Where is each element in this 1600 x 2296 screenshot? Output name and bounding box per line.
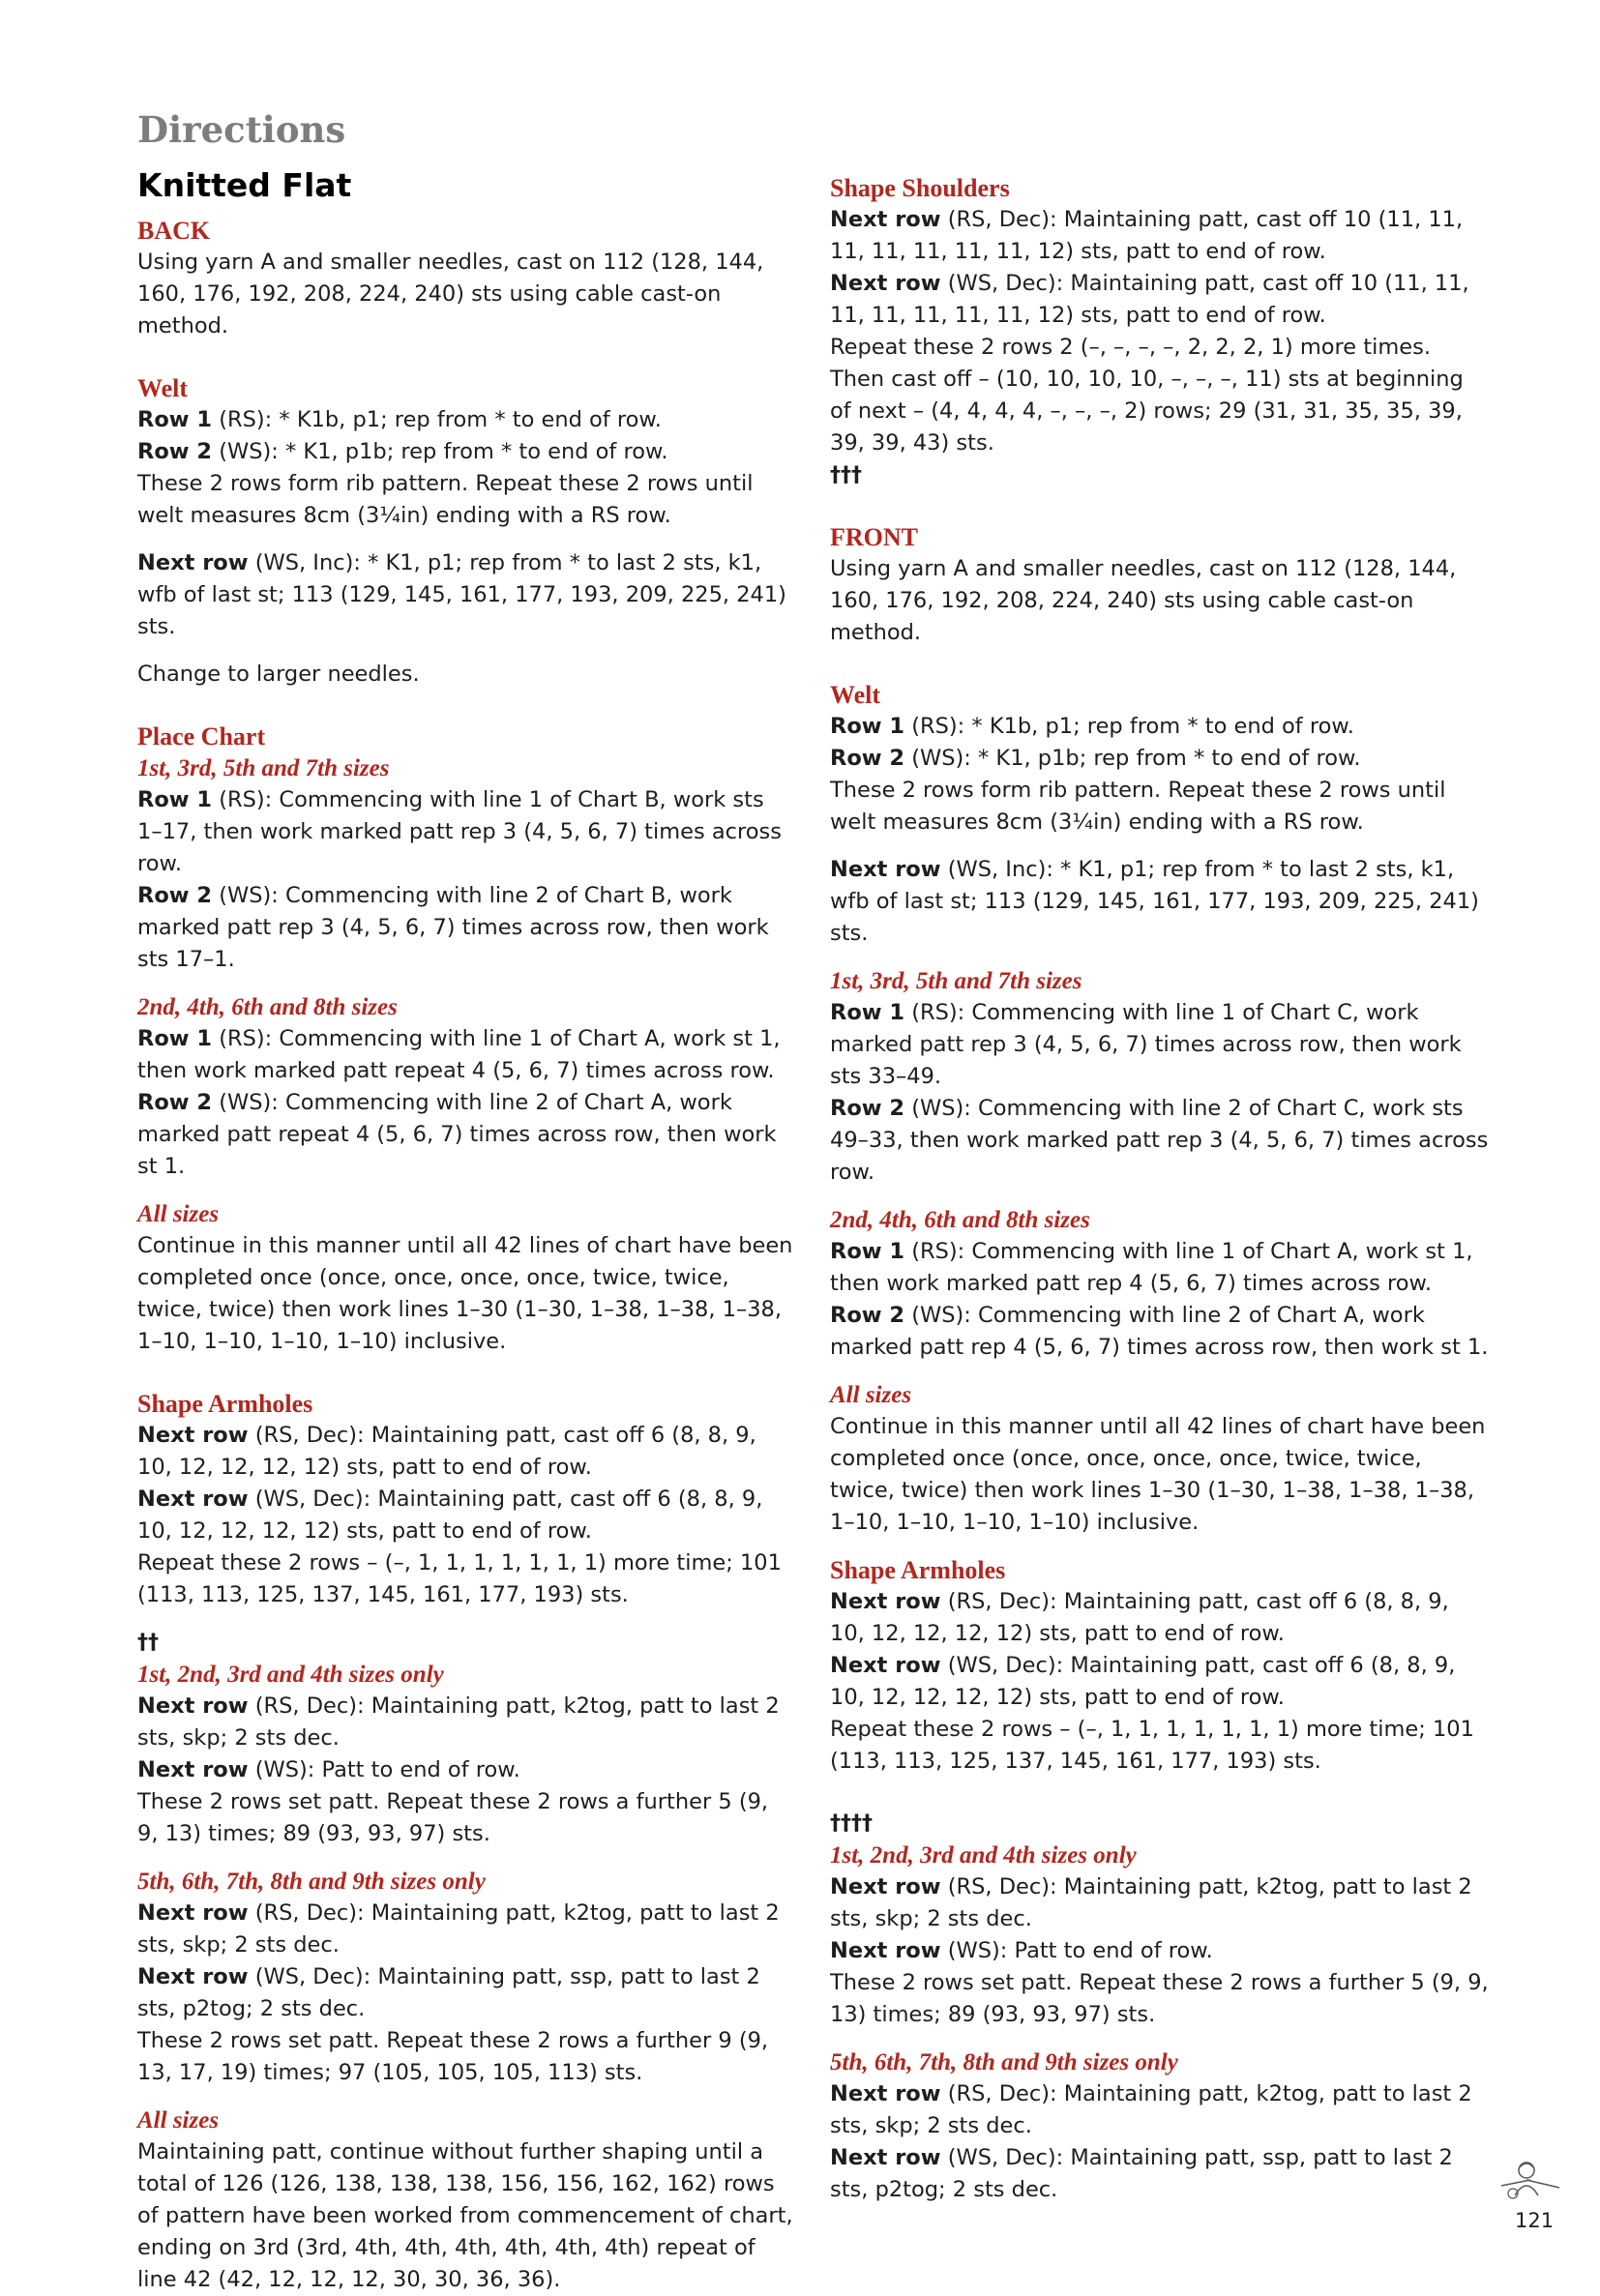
chart-row-1: Row 1 (RS): Commencing with line 1 of Chart A, work st 1, then work marked patt rep 4 (5, 6, 7) times across row. — [830, 1239, 1473, 1296]
all-sizes-text: Continue in this manner until all 42 lines of chart have been completed once (once, once, once, once, twice, twice, twice, twice) then work lines 1–30 (1–30, 1–38, 1–38, 1–38, 1–10, 1–10, 1–10, 1–10) inclusive. — [137, 1233, 793, 1354]
shoulder-repeat-text: Repeat these 2 rows 2 (–, –, –, –, 2, 2, 2, 1) more times. Then cast off – (10, 10, 10, 10, –, –, –, 11) sts at beginning of next – (4, 4, 4, 4, –, –, –, 2) rows; 29 (31, 31, 35, 35, 39, 39, 39, 43) sts. — [830, 335, 1464, 456]
welt-row-1: Row 1 (RS): * K1b, p1; rep from * to end of row. — [137, 407, 662, 432]
dagger-marker: ††† — [830, 463, 862, 487]
size-heading: 1st, 3rd, 5th and 7th sizes — [830, 968, 1082, 994]
all-sizes-text: Maintaining patt, continue without further shaping until a total of 126 (126, 138, 138, 138, 156, 156, 162, 162) rows of pattern have been worked from commencement of chart, ending on 3rd (3rd, 4th, 4th, 4th, 4th, 4th, 4th) repeat of line 42 (42, 12, 12, 12, 30, 30, 36, 36). — [137, 2139, 793, 2292]
all-sizes-heading: All sizes — [137, 2107, 220, 2134]
shoulder-next-row: Next row (RS, Dec): Maintaining patt, cast off 10 (11, 11, 11, 11, 11, 11, 11, 12) sts, patt to end of row. — [830, 207, 1464, 264]
welt-title: Welt — [137, 374, 188, 402]
shaping-next-row: Next row (RS, Dec): Maintaining patt, k2tog, patt to last 2 sts, skp; 2 sts dec. — [137, 1693, 780, 1751]
welt-next-row: Next row (WS, Inc): * K1, p1; rep from * to last 2 sts, k1, wfb of last st; 113 (129, 145, 161, 177, 193, 209, 225, 241) sts. — [137, 550, 786, 639]
left-column — [137, 215, 795, 2296]
knitter-illustration-icon — [1497, 2157, 1563, 2203]
shoulder-next-row: Next row (WS, Dec): Maintaining patt, cast off 10 (11, 11, 11, 11, 11, 11, 11, 12) sts, patt to end of row. — [830, 271, 1469, 328]
size-heading: 2nd, 4th, 6th and 8th sizes — [830, 1207, 1090, 1233]
size-heading: 2nd, 4th, 6th and 8th sizes — [137, 994, 398, 1020]
front-title: FRONT — [830, 523, 918, 551]
chart-row-2: Row 2 (WS): Commencing with line 2 of Chart C, work sts 49–33, then work marked patt rep 3 (4, 5, 6, 7) times across row. — [830, 1096, 1489, 1185]
all-sizes-heading: All sizes — [830, 1382, 912, 1408]
shaping-next-row: Next row (WS, Dec): Maintaining patt, ssp, patt to last 2 sts, p2tog; 2 sts dec. — [830, 2145, 1453, 2202]
shape-armholes-title: Shape Armholes — [137, 1390, 313, 1418]
shaping-next-row: Next row (RS, Dec): Maintaining patt, k2tog, patt to last 2 sts, skp; 2 sts dec. — [830, 1874, 1472, 1931]
front-cast-on-text: Using yarn A and smaller needles, cast on 112 (128, 144, 160, 176, 192, 208, 224, 240) sts using cable cast-on method. — [830, 556, 1457, 645]
dagger-marker: †††† — [830, 1811, 873, 1836]
welt-row-2: Row 2 (WS): * K1, p1b; rep from * to end of row. — [137, 439, 668, 464]
shaping-next-row: Next row (RS, Dec): Maintaining patt, k2tog, patt to last 2 sts, skp; 2 sts dec. — [137, 1900, 780, 1957]
shaping-repeat-text: These 2 rows set patt. Repeat these 2 rows a further 5 (9, 9, 13) times; 89 (93, 93, 97) sts. — [830, 1970, 1489, 2027]
welt-rib-text: These 2 rows form rib pattern. Repeat these 2 rows until welt measures 8cm (3¼in) ending with a RS row. — [137, 471, 754, 528]
page-heading: Directions — [137, 108, 346, 151]
all-sizes-text: Continue in this manner until all 42 lines of chart have been completed once (once, once, once, once, twice, twice, twice, twice) then work lines 1–30 (1–30, 1–38, 1–38, 1–38, 1–10, 1–10, 1–10, 1–10) inclusive. — [830, 1414, 1486, 1535]
shape-shoulders-title: Shape Shoulders — [830, 174, 1010, 202]
welt-row-1: Row 1 (RS): * K1b, p1; rep from * to end of row. — [830, 714, 1354, 739]
shape-armholes-title: Shape Armholes — [830, 1556, 1006, 1584]
armhole-next-row: Next row (WS, Dec): Maintaining patt, cast off 6 (8, 8, 9, 10, 12, 12, 12, 12) sts, patt to end of row. — [830, 1653, 1456, 1710]
place-chart-title: Place Chart — [137, 722, 266, 751]
armhole-next-row: Next row (RS, Dec): Maintaining patt, cast off 6 (8, 8, 9, 10, 12, 12, 12, 12) sts, patt to end of row. — [137, 1423, 756, 1480]
shaping-repeat-text: These 2 rows set patt. Repeat these 2 rows a further 9 (9, 13, 17, 19) times; 97 (105, 105, 105, 113) sts. — [137, 2028, 769, 2085]
size-heading: 5th, 6th, 7th, 8th and 9th sizes only — [137, 1869, 486, 1895]
back-cast-on-text: Using yarn A and smaller needles, cast on 112 (128, 144, 160, 176, 192, 208, 224, 240) sts using cable cast-on method. — [137, 250, 764, 339]
chart-row-1: Row 1 (RS): Commencing with line 1 of Chart B, work sts 1–17, then work marked patt rep 3 (4, 5, 6, 7) times across row. — [137, 787, 782, 876]
armhole-repeat-text: Repeat these 2 rows – (–, 1, 1, 1, 1, 1, 1, 1) more time; 101 (113, 113, 125, 137, 145, 161, 177, 193) sts. — [830, 1717, 1474, 1774]
armhole-next-row: Next row (WS, Dec): Maintaining patt, cast off 6 (8, 8, 9, 10, 12, 12, 12, 12) sts, patt to end of row. — [137, 1487, 763, 1544]
shaping-next-row: Next row (RS, Dec): Maintaining patt, k2tog, patt to last 2 sts, skp; 2 sts dec. — [830, 2081, 1472, 2138]
shaping-next-row: Next row (WS, Dec): Maintaining patt, ssp, patt to last 2 sts, p2tog; 2 sts dec. — [137, 1964, 760, 2021]
all-sizes-heading: All sizes — [137, 1201, 220, 1227]
size-heading: 1st, 2nd, 3rd and 4th sizes only — [137, 1662, 444, 1688]
change-needles-text: Change to larger needles. — [137, 662, 420, 687]
shaping-next-row: Next row (WS): Patt to end of row. — [137, 1757, 520, 1782]
chart-row-1: Row 1 (RS): Commencing with line 1 of Chart A, work st 1, then work marked patt repeat 4 (5, 6, 7) times across row. — [137, 1026, 781, 1083]
size-heading: 1st, 3rd, 5th and 7th sizes — [137, 755, 390, 781]
welt-next-row: Next row (WS, Inc): * K1, p1; rep from * to last 2 sts, k1, wfb of last st; 113 (129, 145, 161, 177, 193, 209, 225, 241) sts. — [830, 857, 1479, 946]
chart-row-2: Row 2 (WS): Commencing with line 2 of Chart A, work marked patt repeat 4 (5, 6, 7) times across row, then work st 1. — [137, 1090, 777, 1179]
size-heading: 5th, 6th, 7th, 8th and 9th sizes only — [830, 2049, 1178, 2075]
armhole-repeat-text: Repeat these 2 rows – (–, 1, 1, 1, 1, 1, 1, 1) more time; 101 (113, 113, 125, 137, 145, 161, 177, 193) sts. — [137, 1550, 782, 1607]
right-column — [830, 172, 1490, 2206]
shaping-repeat-text: These 2 rows set patt. Repeat these 2 rows a further 5 (9, 9, 13) times; 89 (93, 93, 97) sts. — [137, 1789, 769, 1846]
chart-row-2: Row 2 (WS): Commencing with line 2 of Chart A, work marked patt rep 4 (5, 6, 7) times across row, then work st 1. — [830, 1303, 1489, 1360]
welt-row-2: Row 2 (WS): * K1, p1b; rep from * to end of row. — [830, 746, 1361, 771]
size-heading: 1st, 2nd, 3rd and 4th sizes only — [830, 1842, 1137, 1869]
page-number: 121 — [1515, 2209, 1555, 2232]
chart-row-2: Row 2 (WS): Commencing with line 2 of Chart B, work marked patt rep 3 (4, 5, 6, 7) times across row, then work sts 17–1. — [137, 883, 769, 972]
dagger-marker: †† — [137, 1631, 159, 1655]
shaping-next-row: Next row (WS): Patt to end of row. — [830, 1938, 1213, 1963]
armhole-next-row: Next row (RS, Dec): Maintaining patt, cast off 6 (8, 8, 9, 10, 12, 12, 12, 12) sts, patt to end of row. — [830, 1589, 1449, 1646]
back-title: BACK — [137, 217, 211, 245]
welt-rib-text: These 2 rows form rib pattern. Repeat these 2 rows until welt measures 8cm (3¼in) ending with a RS row. — [830, 778, 1446, 835]
chart-row-1: Row 1 (RS): Commencing with line 1 of Chart C, work marked patt rep 3 (4, 5, 6, 7) times across row, then work sts 33–49. — [830, 1000, 1462, 1089]
welt-title: Welt — [830, 681, 880, 709]
section-subheading: Knitted Flat — [137, 166, 352, 204]
